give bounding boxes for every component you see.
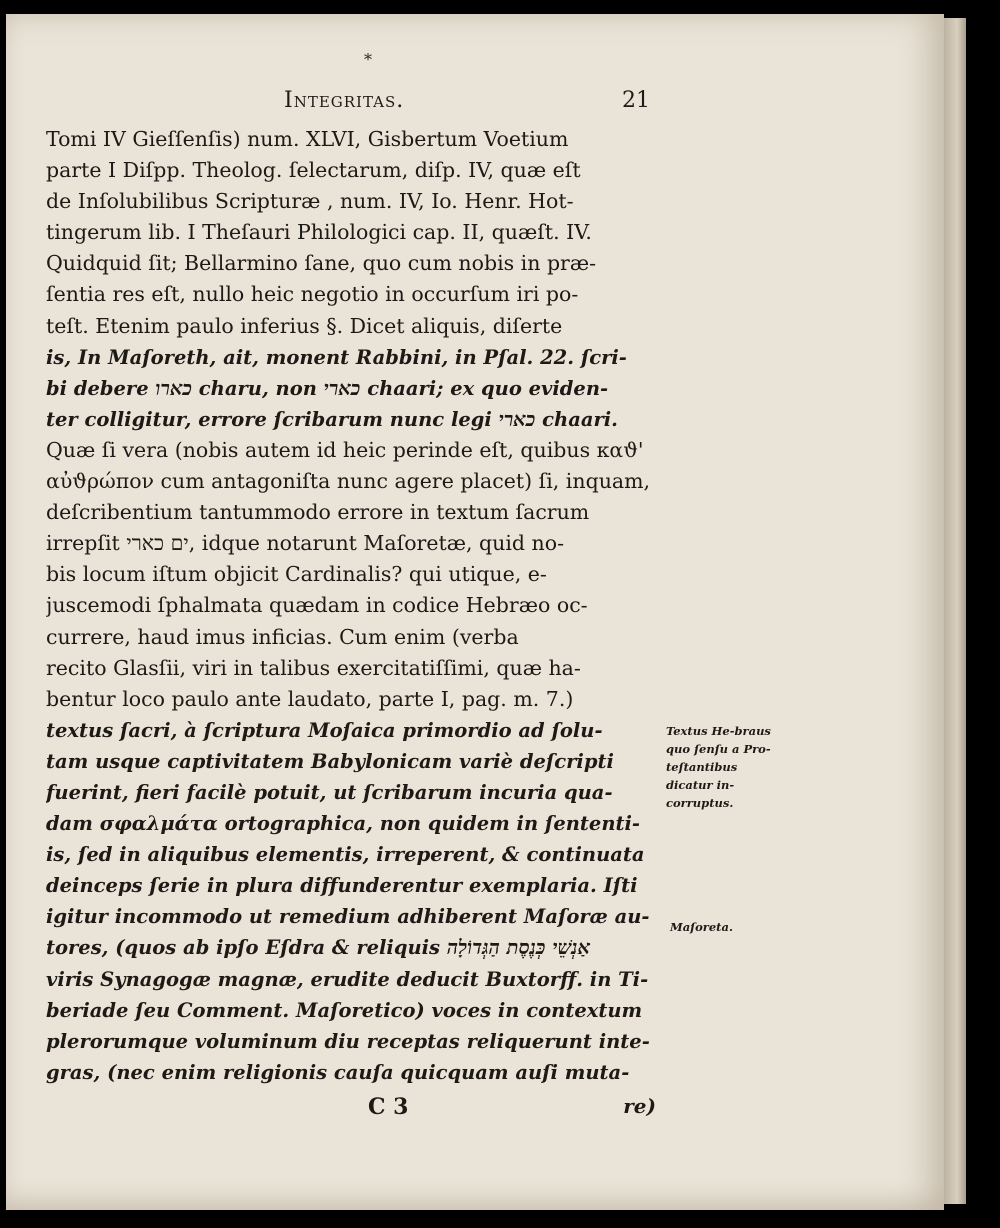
text-line: αὐϑρώπον cum antagoniſta nunc agere placet) ſi, inquam, [46, 469, 651, 494]
text-line: plerorumque voluminum diu receptas reliquerunt inte- [46, 1029, 650, 1053]
text-line: de Inſolubilibus Scripturæ , num. IV, Io. Henr. Hot- [46, 189, 574, 214]
text-line: bis locum iſtum objicit Cardinalis? qui utique, e- [46, 562, 547, 587]
marginal-note: Maſoreta. [670, 920, 733, 934]
text-line: ſentia res eſt, nullo heic negotio in occurſum iri po- [46, 282, 579, 307]
text-line: tores, (quos ab ipſo Eſdra & reliquis אַנְשֵׁי כְּנֶסֶת הַגְּדוֹלָה [46, 936, 591, 960]
text-line: recito Glasſii, viri in talibus exercitatiſſimi, quæ ha- [46, 655, 581, 680]
text-line: Tomi IV Gieſſenſis) num. XLVI, Gisbertum Voetium [46, 127, 569, 151]
marginal-note: Textus He-braus quo ſenſu a Pro-teſtantibus dicatur in-corruptus. [666, 724, 771, 810]
text-line: ter colligitur, errore ſcribarum nunc legi כארי chaari. [46, 407, 618, 431]
page-number: 21 [622, 88, 650, 113]
text-line: Quæ ſi vera (nobis autem id heic perinde eſt, quibus καϑ' [46, 437, 644, 462]
text-line: is, In Maſoreth, ait, monent Rabbini, in Pſal. 22. ſcri- [46, 345, 627, 369]
text-line: teſt. Etenim paulo inferius §. Dicet aliquis, diſerte [46, 313, 563, 338]
text-line: fuerint, fieri facilè potuit, ut ſcribarum incuria qua- [46, 780, 613, 804]
text-line: bi debere כארו charu, non כארי chaari; ex quo eviden- [46, 376, 609, 400]
body-text [46, 124, 658, 1088]
text-line: gras, (nec enim religionis cauſa quicquam auſi muta- [46, 1060, 630, 1084]
text-line: bentur loco paulo ante laudato, parte I, pag. m. 7.) [46, 686, 574, 711]
text-line: tingerum lib. I Theſauri Philologici cap. II, quæſt. IV. [46, 220, 592, 245]
text-line: juscemodi ſphalmata quædam in codice Hebræo oc- [46, 593, 588, 618]
text-line: textus ſacri, à ſcriptura Moſaica primordio ad ſolu- [46, 718, 603, 742]
signature-mark: C 3 [368, 1094, 409, 1120]
text-line: tam usque captivitatem Babylonicam variè deſcripti [46, 749, 614, 773]
text-line: viris Synagogæ magnæ, erudite deducit Buxtorff. in Ti- [46, 967, 649, 991]
running-head: Integritas. [284, 88, 405, 113]
text-line: beriade ſeu Comment. Maſoretico) voces in contextum [46, 998, 643, 1022]
page-edge [944, 18, 966, 1204]
text-line: parte I Diſpp. Theolog. ſelectarum, diſp. IV, quæ eſt [46, 158, 581, 183]
ornament-mark: * [364, 50, 372, 69]
text-line: deſcribentium tantummodo errore in textum ſacrum [46, 500, 590, 525]
text-line: deinceps ſerie in plura diffunderentur exemplaria. Iſti [46, 874, 638, 898]
text-line: irrepſit ים כארי, idque notarunt Maſoretæ, quid no- [46, 531, 565, 556]
footer-line [44, 1094, 656, 1126]
text-line: currere, haud imus inficias. Cum enim (verba [46, 624, 519, 649]
text-line: igitur incommodo ut remedium adhiberent Maſoræ au- [46, 905, 650, 929]
text-line: Quidquid ſit; Bellarmino ſane, quo cum nobis in præ- [46, 251, 597, 276]
catchword: re) [623, 1094, 656, 1118]
text-line: is, ſed in aliquibus elementis, irreperent, & continuata [46, 843, 645, 867]
text-line: dam σφαλμάτα ortographica, non quidem in ſententi- [46, 812, 641, 836]
